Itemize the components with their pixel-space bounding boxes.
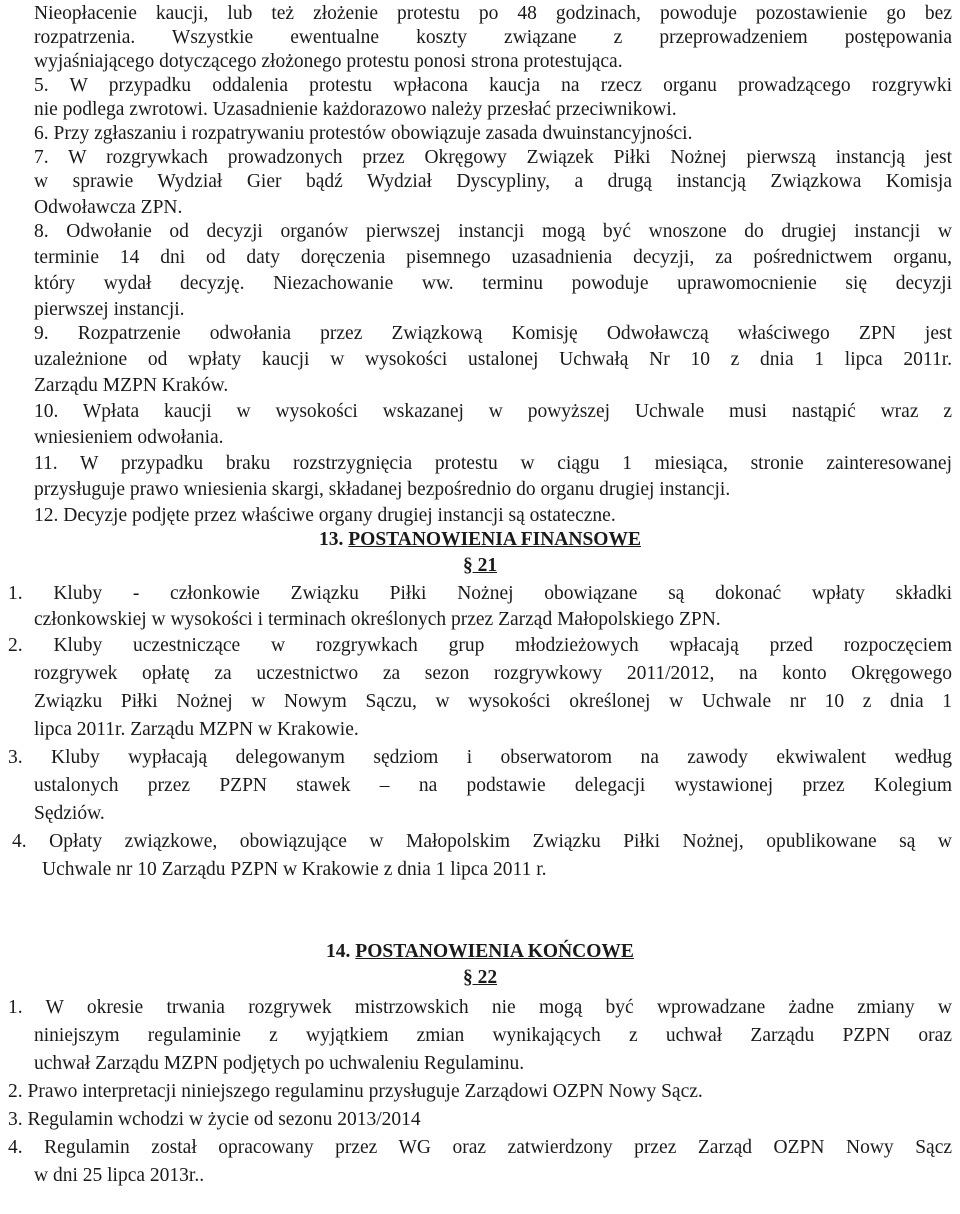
text-line: terminie 14 dni od daty doręczenia pisemnego uzasadnienia decyzji, za pośrednictwem organu, [34,247,952,268]
text-line: 11. W przypadku braku rozstrzygnięcia protestu w ciągu 1 miesiąca, stronie zainteresowanej [34,453,952,474]
section-14-title: POSTANOWIENIA KOŃCOWE [355,941,634,962]
text-line: 2. Kluby uczestniczące w rozgrywkach grup młodzieżowych wpłacają przed rozpoczęciem [8,635,952,656]
text-line: nie podlega zwrotowi. Uzasadnienie każdorazowo należy przesłać przeciwnikowi. [34,99,677,120]
text-line: Odwoławcza ZPN. [34,197,183,218]
text-line: 4. Regulamin został opracowany przez WG oraz zatwierdzony przez Zarząd OZPN Nowy Sącz [8,1137,952,1158]
text-line: który wydał decyzję. Niezachowanie ww. terminu powoduje uprawomocnienie się decyzji [34,273,952,294]
text-line: 1. W okresie trwania rozgrywek mistrzowskich nie mogą być wprowadzane żadne zmiany w [8,997,952,1018]
section-14-number: 14. [326,941,356,962]
text-line: Związku Piłki Nożnej w Nowym Sączu, w wysokości określonej w Uchwale nr 10 z dnia 1 [34,691,952,712]
text-line: uchwał Zarządu MZPN podjętych po uchwaleniu Regulaminu. [34,1053,525,1074]
text-line: w dni 25 lipca 2013r.. [34,1165,205,1186]
text-line: pierwszej instancji. [34,299,185,320]
text-line: 1. Kluby - członkowie Związku Piłki Nożnej obowiązane są dokonać wpłaty składki [8,583,952,604]
paragraph-21-marker [0,554,960,579]
text-line: ustalonych przez PZPN stawek – na podstawie delegacji wystawionej przez Kolegium [34,775,952,796]
section-13-number: 13. [319,529,349,550]
text-line: 2. Prawo interpretacji niniejszego regulaminu przysługuje Zarządowi OZPN Nowy Sącz. [8,1081,703,1102]
text-line: w sprawie Wydział Gier bądź Wydział Dyscypliny, a drugą instancją Związkowa Komisja [34,171,952,192]
text-line: niniejszym regulaminie z wyjątkiem zmian wynikających z uchwał Zarządu PZPN oraz [34,1025,952,1046]
text-line: 4. Opłaty związkowe, obowiązujące w Małopolskim Związku Piłki Nożnej, opublikowane są w [12,831,952,852]
text-line: Uchwale nr 10 Zarządu PZPN w Krakowie z dnia 1 lipca 2011 r. [42,859,547,880]
paragraph-22-marker [0,966,960,991]
text-line: wyjaśniającego dotyczącego złożonego protestu ponosi strona protestująca. [34,51,623,72]
text-line: Sędziów. [34,803,105,824]
text-line: 7. W rozgrywkach prowadzonych przez Okręgowy Związek Piłki Nożnej pierwszą instancją jest [34,147,952,168]
section-14-heading [0,940,960,965]
section-13-heading [0,528,960,553]
text-line: rozpatrzenia. Wszystkie ewentualne koszty związane z przeprowadzeniem postępowania [34,27,952,48]
text-line: 3. Kluby wypłacają delegowanym sędziom i obserwatorom na zawody ekwiwalent według [8,747,952,768]
text-line: 8. Odwołanie od decyzji organów pierwszej instancji mogą być wnoszone do drugiej instancji w [34,221,952,242]
text-line: uzależnione od wpłaty kaucji w wysokości ustalonej Uchwałą Nr 10 z dnia 1 lipca 2011r. [34,349,952,370]
paragraph-22-label: § 22 [462,967,498,988]
section-13-title: POSTANOWIENIA FINANSOWE [348,529,641,550]
text-line: przysługuje prawo wniesienia skargi, składanej bezpośrednio do organu drugiej instancji. [34,479,731,500]
text-line: 9. Rozpatrzenie odwołania przez Związkową Komisję Odwoławczą właściwego ZPN jest [34,323,952,344]
text-line: członkowskiej w wysokości i terminach określonych przez Zarząd Małopolskiego ZPN. [34,609,721,630]
text-line: Nieopłacenie kaucji, lub też złożenie protestu po 48 godzinach, powoduje pozostawienie go bez [34,3,952,24]
text-line: Zarządu MZPN Kraków. [34,375,229,396]
text-line: 6. Przy zgłaszaniu i rozpatrywaniu protestów obowiązuje zasada dwuinstancyjności. [34,123,693,144]
text-line: 10. Wpłata kaucji w wysokości wskazanej w powyższej Uchwale musi nastąpić wraz z [34,401,952,422]
text-line: 12. Decyzje podjęte przez właściwe organy drugiej instancji są ostateczne. [34,505,616,526]
text-line: wniesieniem odwołania. [34,427,224,448]
paragraph-21-label: § 21 [462,555,498,576]
text-line: rozgrywek opłatę za uczestnictwo za sezon rozgrywkowy 2011/2012, na konto Okręgowego [34,663,952,684]
text-line: lipca 2011r. Zarządu MZPN w Krakowie. [34,719,359,740]
text-line: 3. Regulamin wchodzi w życie od sezonu 2013/2014 [8,1109,421,1130]
text-line: 5. W przypadku oddalenia protestu wpłacona kaucja na rzecz organu prowadzącego rozgrywki [34,75,952,96]
